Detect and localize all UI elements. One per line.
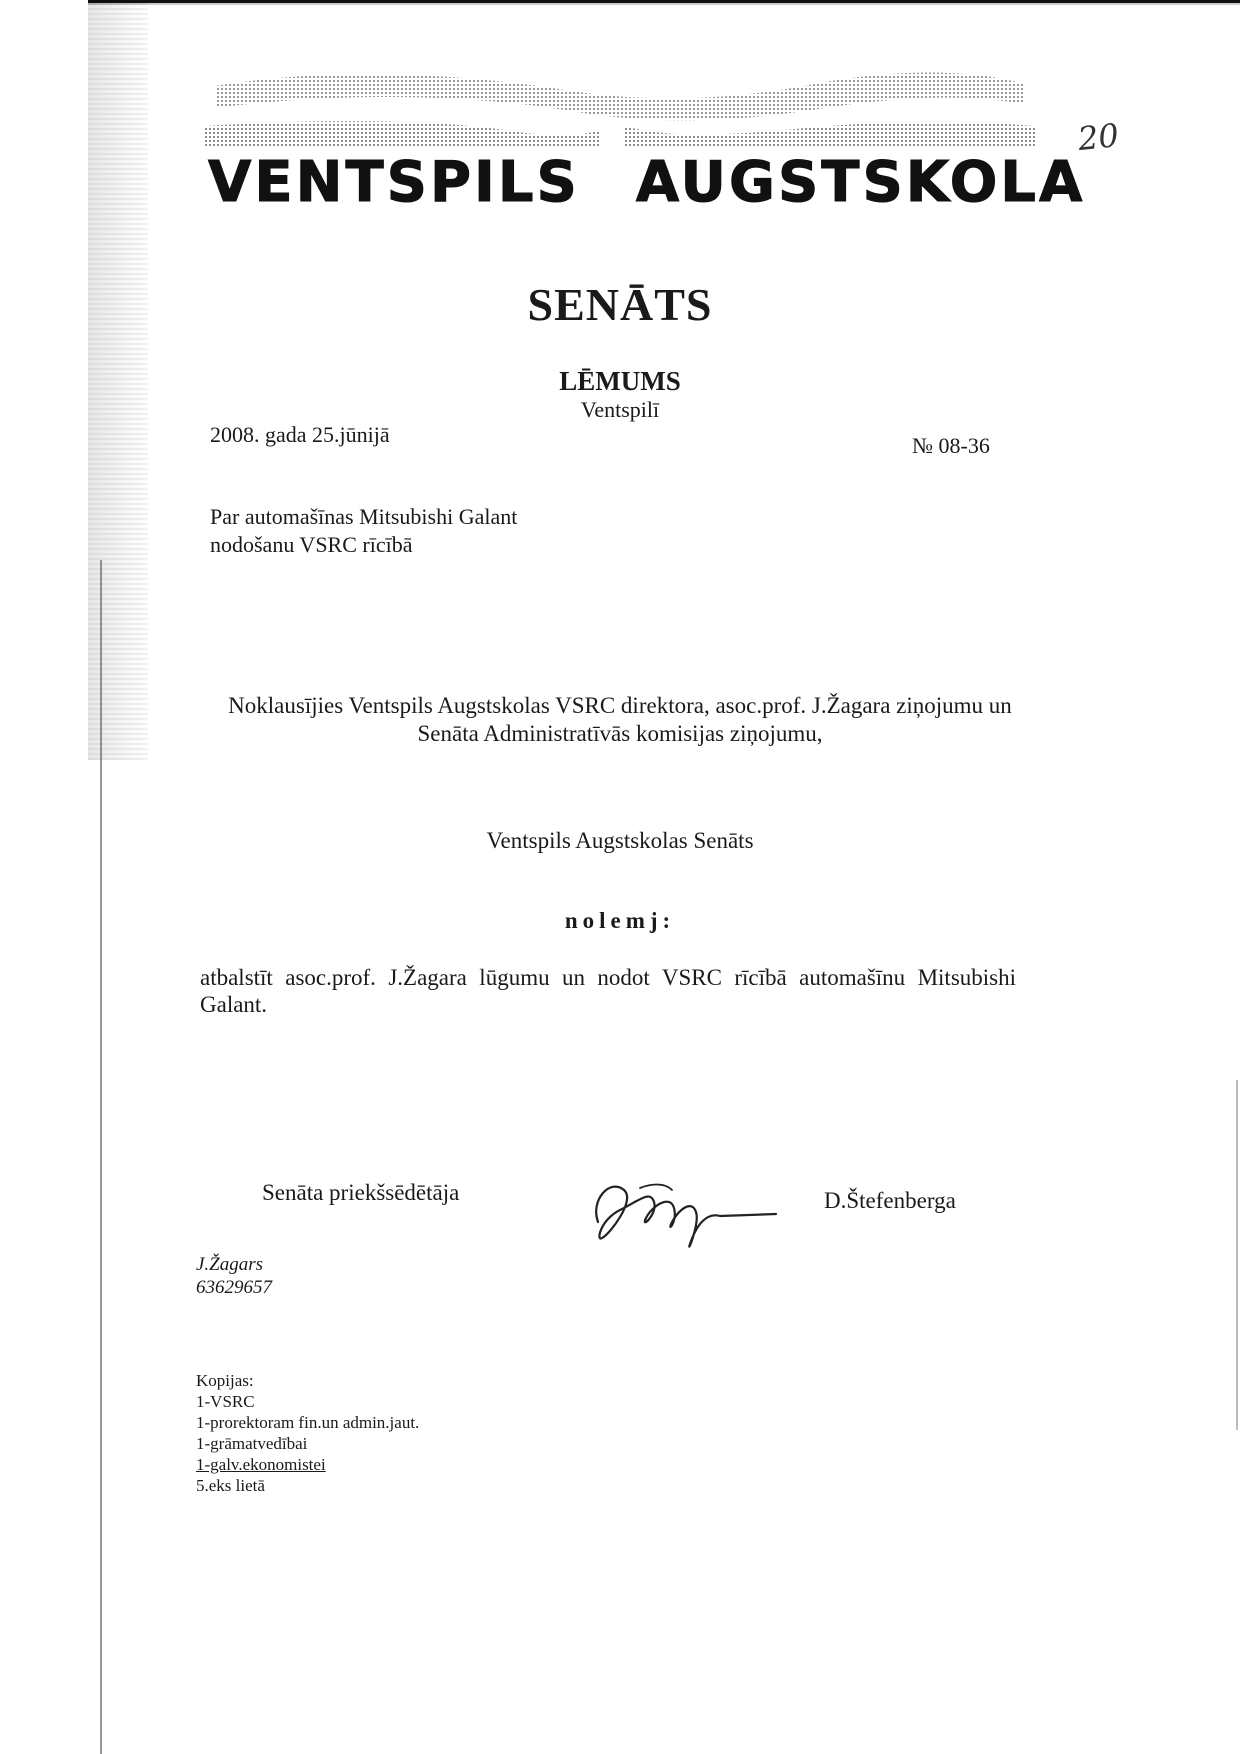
- author-name: J.Žagars: [196, 1254, 264, 1275]
- deciding-body: Ventspils Augstskolas Senāts: [486, 828, 754, 853]
- copies-list: [196, 1370, 419, 1496]
- subject-line: nodošanu VSRC rīcībā: [210, 532, 413, 557]
- document-subject: [210, 503, 517, 559]
- document-type: LĒMUMS: [559, 366, 681, 396]
- author-phone: 63629657: [196, 1277, 272, 1298]
- decision-text: atbalstīt asoc.prof. J.Žagara lūgumu un nodot VSRC rīcībā automašīnu Mitsubishi Galant.: [200, 965, 1016, 1017]
- institution-logo-text: [208, 150, 1086, 230]
- document-date: 2008. gada 25.jūnijā: [210, 422, 390, 447]
- copy-item: 5.eks lietā: [196, 1476, 265, 1495]
- scan-left-line: [100, 560, 102, 1754]
- scan-top-edge: [88, 0, 1240, 10]
- preamble: [160, 692, 1080, 748]
- logo-graphic: [205, 64, 1035, 156]
- scan-right-line: [1236, 1080, 1238, 1430]
- signatory-role: Senāta priekšsēdētāja: [262, 1180, 460, 1205]
- handwritten-signature: [580, 1160, 780, 1260]
- signatory-name: D.Štefenberga: [824, 1188, 956, 1213]
- logo-word-1: VENTSPILS: [208, 150, 580, 215]
- logo-word-2: AUGSTSKOLA: [635, 150, 1086, 215]
- copies-heading: Kopijas:: [196, 1371, 254, 1390]
- subject-line: Par automašīnas Mitsubishi Galant: [210, 504, 518, 529]
- copy-item: 1-galv.ekonomistei: [196, 1455, 326, 1474]
- issuing-body-heading: SENĀTS: [527, 279, 713, 330]
- handwritten-page-number: 20: [1076, 115, 1121, 159]
- decides-heading: nolemj:: [564, 908, 676, 933]
- copy-item: 1-grāmatvedībai: [196, 1434, 308, 1453]
- preamble-line: Senāta Administratīvās komisijas ziņojumu,: [417, 721, 823, 746]
- document-place: Ventspilī: [580, 397, 660, 422]
- document-number: № 08-36: [912, 433, 990, 458]
- copy-item: 1-prorektoram fin.un admin.jaut.: [196, 1413, 420, 1432]
- preamble-line: Noklausījies Ventspils Augstskolas VSRC direktora, asoc.prof. J.Žagara ziņojumu un: [228, 693, 1012, 718]
- copy-item: 1-VSRC: [196, 1392, 255, 1411]
- document-author: [196, 1253, 272, 1299]
